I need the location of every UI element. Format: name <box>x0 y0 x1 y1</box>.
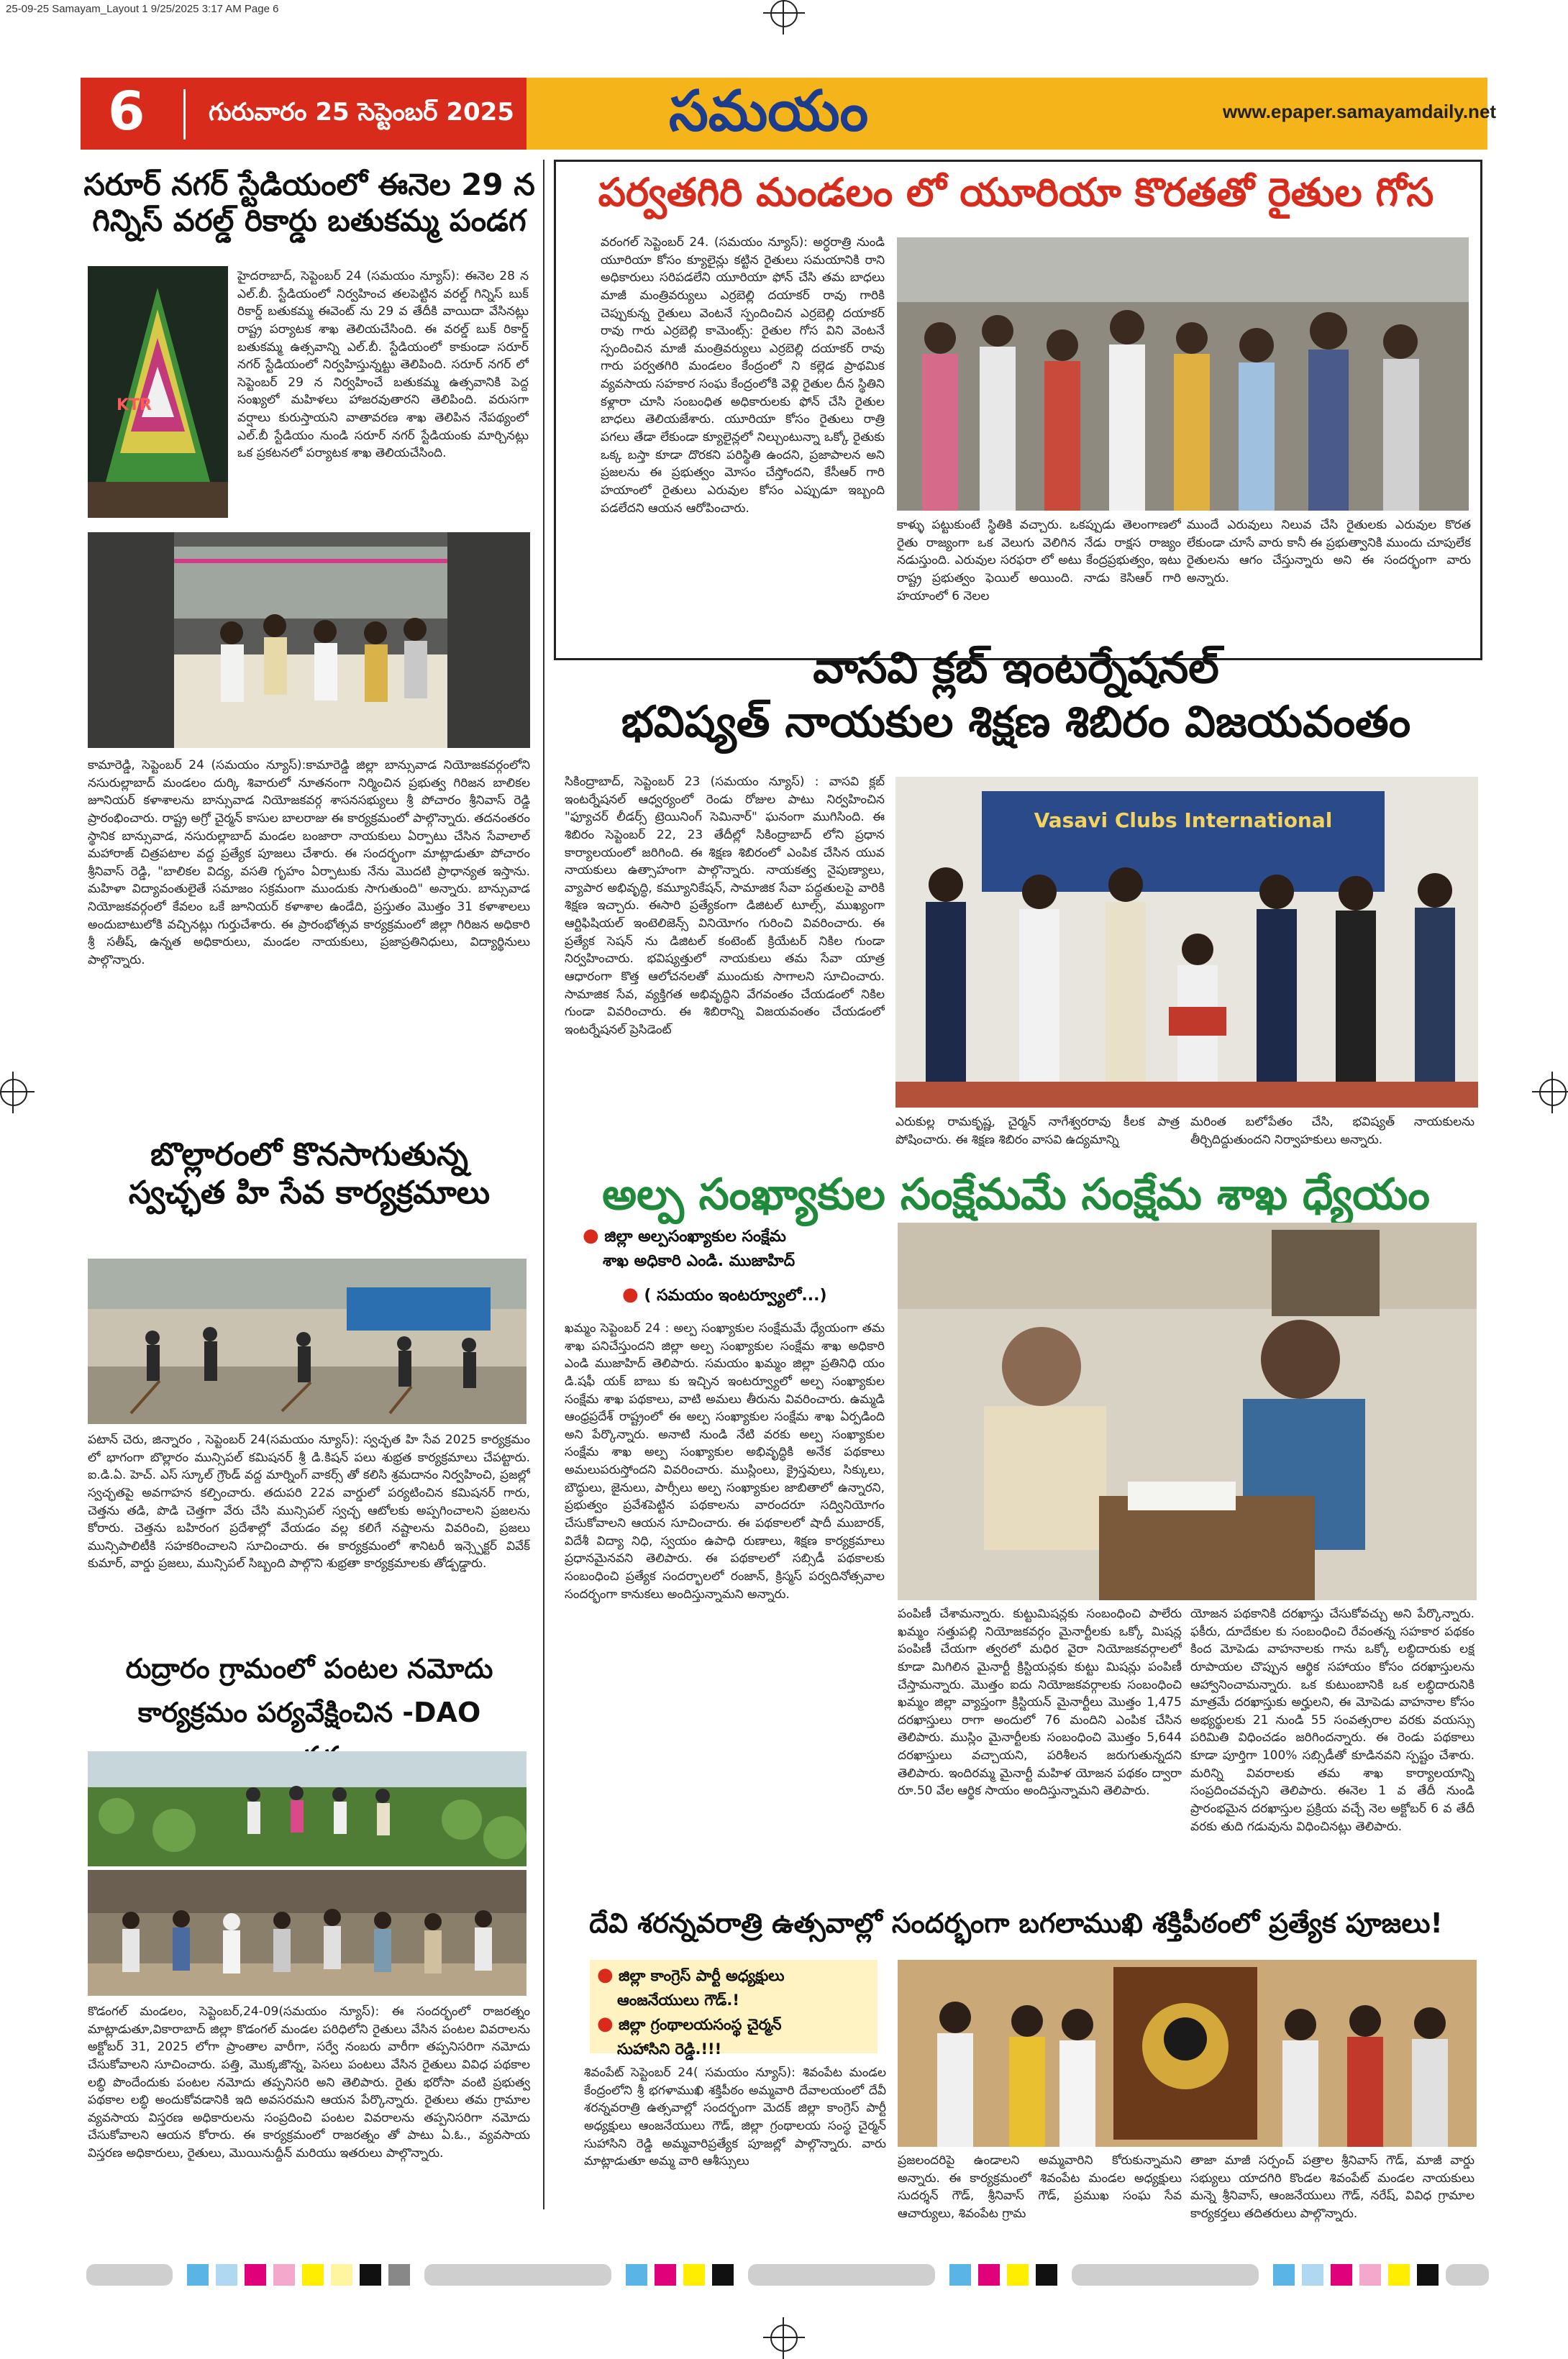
parvathagiri-body-2: కాళ్ళు పట్టుకుంటే స్థితికి వచ్చారు. ఒకప్పుడు తెలంగాణలో రైతు రాజ్యంగా ఒక వెలుగు వెలిగిన నేడు రాక్షస రాజ్యం నడుస్తుంది. ఎరువుల సరఫరా లో అటు కేంద్రప్రభుత్వం, ఇటు రాష్ట్ర ప్రభుత్వం ఫెయిల్ అయింది. నాడు కెసిఆర్ గారి హయాంలో 6 నెలల <box>897 518 1181 603</box>
bathukamma-headline-line2: గిన్నిస్ వరల్డ్ రికార్డు బతుకమ్మ పండగ <box>92 203 527 239</box>
registration-mark-bottom <box>770 2324 798 2352</box>
devi-body-2: ప్రజలందరిపై ఉండాలని అమ్మవారిని కోరుకున్నామని అన్నారు. ఈ కార్యక్రమంలో శివంపేట మండల అధ్యక్షులు సుదర్శన్ గౌడ్, శ్రీనివాస్ గౌడ్, ప్రముఖ సంఘ సేవ ఆచార్యులు, శివంపేట గ్రామ <box>898 2153 1182 2221</box>
bullet-dot: ● <box>597 2013 614 2035</box>
column-divider <box>543 160 544 2209</box>
vasavi-banner-text: Vasavi Clubs International <box>1034 808 1333 832</box>
registration-mark-right <box>1539 1079 1567 1106</box>
devi-bullet-2 <box>597 2011 885 2060</box>
vasavi-seminar-photo <box>895 777 1478 1108</box>
rudraram-body: కొడంగల్ మండలం, సెప్టెంబర్,24-09(సమయం న్యూస్): ఈ సందర్భంలో రాజరత్నం మాట్లాడుతూ,వికారాబాద్ జిల్లా కొడంగల్ మండల పరిధిలోని రైతులు వేసిన పంటల వివరాలను అక్టోబర్ 31, 2025 లోగా ప్రాంతాల వారీగా, సర్వే నంబరు వారీగా తప్పనిసరిగా నమోదు చేసుకోవాలని సూచించారు. పత్తి, మొక్కజొన్న, పెసలు పంటలు వేసిన రైతులు వివిధ పథకాల లబ్ధి పొందేందుకు పంటల నమోదు తప్పనిసరి అని తెలిపారు. రైతు భరోసా వంటి ప్రభుత్వ పథకాల లబ్ధి అందుకోవడానికి ఇది అవసరమని ఆయన పేర్కొన్నారు. రైతులు తమ గ్రామాల వ్యవసాయ విస్తరణ అధికారులను సంప్రదించి పంటల వివరాలను తప్పనిసరిగా నమోదు చేసుకోవాలని ఆయన కోరారు. ఈ కార్యక్రమంలో రాజరత్నం తో పాటు ఏ.ఓ., వ్యవసాయ విస్తరణ అధికారులు, రైతులు, మొయినుద్దీన్ మరియు ఇతరులు పాల్గొన్నారు. <box>88 2004 530 2161</box>
epaper-url[interactable]: www.epaper.samayamdaily.net <box>1223 101 1497 122</box>
masthead-divider <box>183 89 186 140</box>
minority-bullet-2 <box>622 1282 895 1309</box>
devi-bullet-1 <box>597 1962 885 2011</box>
devi-body-1: శివంపేట్ సెప్టెంబర్ 24( సమయం న్యూస్): శివంపేట మండల కేంద్రంలోని శ్రీ భగళాముఖి శక్తిపీఠం అమ్మవారి దేవాలయంలో దేవీ శరన్నవరాత్రి ఉత్సవాల్లో సందర్భంగా మెదక్ జిల్లా కాంగ్రెస్ పార్టీ అధ్యక్షులు ఆంజనేయులు గౌడ్, జిల్లా గ్రంథాలయ సంస్థ చైర్మన్ సుహాసిని రెడ్డి అమ్మవారిప్రత్యేక పూజల్లో పాల్గొన్నారు. వారు మాట్లాడుతూ అమ్మ వారి ఆశీస్సులు <box>584 2066 886 2169</box>
bathukamma-headline-line1: సరూర్ నగర్ స్టేడియంలో ఈనెల 29 న <box>83 167 535 202</box>
rudraram-headline-line1: రుద్రారం గ్రామంలో పంటల నమోదు <box>125 1653 493 1684</box>
minority-bullet-1-line2: శాఖ అధికారి ఎండి. ముజాహిద్ <box>603 1251 796 1270</box>
vasavi-headline-line1: వాసవి క్లబ్ ఇంటర్నేషనల్ <box>813 643 1219 693</box>
minority-interview-tag: ( సమయం ఇంటర్వ్యూలో...) <box>644 1287 827 1305</box>
parvathagiri-body-1: వరంగల్ సెప్టెంబర్ 24. (సమయం న్యూస్): అర్ధరాత్రి నుండి యూరియా కోసం క్యూలైన్లు కట్టిన రైతులు సమయానికి రాని అధికారులు సరిపడలేని యూరియా ఫోన్ చేసి తమ బాధలు మాజీ మంత్రివర్యులు ఎర్రబెల్లి దయాకర్ రావు గారికి చెప్పుకున్న రైతులు వెంటనే స్పందించిన ఎర్రబెల్లి దయాకర్ రావు గారు ఎర్రబెల్లి కామెంట్స్: రైతుల గోస విని వెంటనే స్పందించిన మాజీ మంత్రివర్యులు ఎర్రబెల్లి దయాకర్ రావు గారు పర్వతగిరి మండలం కేంద్రంలో ని కల్లెడ ప్రాథమిక వ్యవసాయ సహకార సంఘ కేంద్రంలోకి వెళ్లి రైతుల దీన స్థితిని కళ్లారా చూసి సంబంధిత అధికారులకు ఫోన్ చేసి రైతుల బాధలు తెలియజేశారు. యూరియా కోసం రైతులు రాత్రి పగలు తేడా లేకుండా క్యూలైన్లలో నిల్చుంటున్నా ఒక్కో రైతుకు ఒక్క బస్తా కూడా దొరకని పరిస్థితి ఉందని, ప్రజాపాలన అని ప్రజలను ఈ ప్రభుత్వం మోసం చేస్తోందని, కేసీఆర్ గారి హయాంలో రైతులు ఎరువుల కోసం ఎప్పుడూ ఇబ్బంది పడలేదని ఆయన ఆరోపించారు. <box>601 235 885 516</box>
bullet-dot: ● <box>622 1284 639 1305</box>
minority-body-3: యోజన పథకానికి దరఖాస్తు చేసుకోవచ్చు అని పేర్కొన్నారు. ఫకీరు, దూదేకుల కు సంబంధించి రేవంతన్న సహకార పథకం కింద మోపెడు వాహనాలకు గాను ఒక్కో లబ్ధిదారుకు లక్ష రూపాయల చొప్పున ఆర్థిక సహాయం కోసం దరఖాస్తులను ఆహ్వానించామన్నారు. ఒక కుటుంబానికి ఒక లబ్ధిదారునికి మాత్రమే దరఖాస్తుకు అర్హులని, ఈ మోపెడు వాహనాల కోసం అభ్యర్థులకు 21 నుండి 55 సంవత్సరాల వరకు వయస్సు పరిమితి విధించడం జరిగిందన్నారు. ఈ రెండు పథకాలు కూడా పూర్తిగా 100% సబ్సిడీతో కూడినవని స్పష్టం చేశారు. మరిన్ని వివరాలకు తమ శాఖ కార్యాలయాన్ని సంప్రదించవచ్చని తెలిపారు. ఈనెల 1 వ తేదీ నుండి ప్రారంభమైన దరఖాస్తుల ప్రక్రియ వచ్చే నెల అక్టోబర్ 6 వ తేదీ వరకు తుది గడువును విధించినట్లు తెలిపారు. <box>1190 1607 1474 1834</box>
cleanliness-drive-photo <box>88 1259 527 1424</box>
urea-protest-photo <box>897 237 1469 511</box>
crop-field-photo <box>88 1751 527 1866</box>
minority-officer-interview-photo <box>898 1223 1477 1600</box>
bathukamma-headline <box>83 167 536 239</box>
bathukamma-body: హైదరాబాద్, సెప్టెంబర్ 24 (సమయం న్యూస్): ఈనెల 28 న ఎల్.బీ. స్టేడియంలో నిర్వహించ తలపెట్టిన వరల్డ్ గిన్నిస్ బుక్ రికార్డ్ బతుకమ్మ ఈవెంట్ ను 29 వ తేదీకి వాయిదా వేసినట్లు రాష్ట్ర పర్యాటక శాఖ తెలియచేసింది. ఈ వరల్డ్ బుక్ రికార్డ్ బతుకమ్మ ఉత్సవాన్ని ఎల్.బీ. స్టేడియంలో కాకుండా సరూర్ నగర్ స్టేడియంలో నిర్వహిస్తున్నట్టు తెలిపింది. సరూర్ నగర్ లో సెప్టెంబర్ 29 న నిర్వహించే బతుకమ్మ ఉత్సవానికి పెద్ద సంఖ్యలో మహిళలు హాజరవుతారని తెలిపింది. వరుసగా వర్షాలు కురుస్తాయని వాతావరణ శాఖ తెలిపిన నేపథ్యంలో ఎల్.బీ స్టేడియం నుండి సరూర్ నగర్ స్టేడియంకు మార్చినట్లు ఒక ప్రకటనలో పర్యాటక శాఖ తెలియచేసింది. <box>237 269 529 461</box>
minority-body-1: ఖమ్మం సెప్టెంబర్ 24 : అల్ప సంఖ్యాకుల సంక్షేమమే ధ్యేయంగా తమ శాఖ పనిచేస్తుందని జిల్లా అల్ప సంఖ్యాకుల సంక్షేమ శాఖ అధికారి ఎండి ముజాహిద్ తెలిపారు. సమయం ఖమ్మం జిల్లా ప్రతినిధి యం డి.షఫీ యక్ బాబు కు ఇచ్చిన ఇంటర్వ్యూలో అల్ప సంఖ్యాకుల సంక్షేమ శాఖ పథకాలు, వాటి అమలు తీరును వివరించారు. ఉమ్మడి ఆంధ్రప్రదేశ్ రాష్ట్రంలో ఈ అల్ప సంఖ్యాకుల సంక్షేమ శాఖ ఏర్పడింది అని పేర్కొన్నారు. అనాటి నుండి నేటి వరకు అల్ప సంఖ్యాకుల సంక్షేమ శాఖ అల్ప సంఖ్యాకుల అభివృద్ధికి అనేక పథకాలు అమలుపరుస్తోందని వివరించారు. ముస్లింలు, క్రైస్తవులు, సిక్కులు, బౌద్ధులు, జైనులు, పార్సీలు అల్ప సంఖ్యాకుల జాబితాలో ఉన్నారని, ప్రభుత్వం ప్రవేశపెట్టిన పథకాలను వారందరూ సద్వినియోగం చేసుకోవాలని ఆయన సూచించారు. ఈ పథకాలలో షాదీ ముబారక్, విదేశీ విద్యా నిధి, స్వయం ఉపాధి రుణాలు, శిక్షణ కార్యక్రమాలు ప్రధానమైనవని తెలిపారు. ఈ పథకాలలో సబ్సిడీ పథకాలకు సంబంధించి ప్రత్యేక సందర్భాలలో రంజాన్, క్రిస్మస్ పర్వదినోత్సవాల సందర్భంగా కానుకలు అందిస్తున్నామని అన్నారు. <box>565 1321 885 1602</box>
devi-body-3: తాజా మాజీ సర్పంచ్ పత్రాల శ్రీనివాస్ గౌడ్, మాజీ వార్డు సభ్యులు యాదగిరి కొండల శివంపేట్ మండల నాయకులు మన్నె శ్రీనివాస్, ఆంజనేయులు గౌడ్, నరేష్, వివిధ గ్రామాల కార్యకర్తలు తదితరులు పాల్గొన్నారు. <box>1190 2153 1474 2221</box>
devi-bullet-1-line2: ఆంజనేయులు గౌడ్.! <box>617 1991 739 2009</box>
bollaram-headline-line2: స్వచ్ఛత హి సేవ కార్యక్రమాలు <box>128 1174 491 1211</box>
bullet-dot: ● <box>583 1225 599 1246</box>
minority-bullet-1 <box>583 1223 899 1273</box>
minority-headline: అల్ప సంఖ్యాకుల సంక్షేమమే సంక్షేమ శాఖ ధ్యేయం <box>602 1169 1430 1220</box>
devi-bullet-2-line2: సుహాసిని రెడ్డి.!!! <box>617 2040 722 2058</box>
minority-body-2: పంపిణీ చేశామన్నారు. కుట్టుమిషన్లకు సంబంధించి పాలేరు ఖమ్మం సత్తుపల్లి నియోజకవర్గం మైనార్టీలకు ఒక్కో మిషన్ల పంపిణీ చేయగా త్వరలో మధిర వైరా నియోజకవర్గాలలో కూడా మిగిలిన మైనార్టీ క్రిస్టియన్లకు కుట్టు మిషన్లు పంపిణీ చేస్తామన్నారు. మొత్తం ఐదు నియోజకవర్గాలకు సంబంధించి ఖమ్మం జిల్లా వ్యాప్తంగా క్రిస్టియన్ మైనార్టీలు మొత్తం 1,475 దరఖాస్తులు రాగా అందులో 76 మందిని ఎంపిక చేసిన తెలిపారు. ముస్లిం మైనార్టీలకు సంబంధించి మొత్తం 5,644 దరఖాస్తులు వచ్చాయని, పరిశీలన జరుగుతున్నదని తెలిపారు. ఇందిరమ్మ మైనార్టీ మహిళ యోజన పథకం ద్వారా రూ.50 వేల ఆర్థిక సాయం అందిస్తున్నామని తెలిపారు. <box>898 1607 1182 1799</box>
vasavi-body-3: మరింత బలోపేతం చేసి, భవిష్యత్ నాయకులను తీర్చిదిద్దుతుందని నిర్వాహకులు అన్నారు. <box>1190 1115 1474 1147</box>
college-inauguration-photo <box>88 532 530 748</box>
minority-bullet-1-line1: జిల్లా అల్పసంఖ్యాకుల సంక్షేమ <box>604 1228 786 1246</box>
registration-mark-left <box>0 1079 27 1106</box>
devi-headline: దేవి శరన్నవరాత్రి ఉత్సవాల్లో సందర్భంగా బగలాముఖి శక్తిపీఠంలో ప్రత్యేక పూజలు! <box>589 1907 1443 1939</box>
kamareddy-body: కామారెడ్డి, సెప్టెంబర్ 24 (సమయం న్యూస్):కామారెడ్డి జిల్లా బాన్సువాడ నియోజకవర్గంలోని నసురుల్లాబాద్ మండలం దుర్కి శివారులో నూతనంగా నిర్మించిన ప్రభుత్వ గిరిజన బాలికల జూనియర్ కళాశాలను బాన్సువాడ నియోజకవర్గ శాసనసభ్యులు శ్రీ పోచారం శ్రీనివాస్ రెడ్డి ప్రారంభించారు. రాష్ట్ర అగ్రో చైర్మన్ కాసుల బాలరాజు ఈ కార్యక్రమంలో పాల్గొన్నారు. తదనంతరం స్థానిక బాన్సువాడ, నసురుల్లాబాద్ మండల బంజారా నాయకులు ఏర్పాటు చేసిన సేవాలాల్ మహారాజ్ చిత్రపటాల వద్ద ప్రత్యేక పూజలు చేశారు. ఈ సందర్భంగా మాట్లాడుతూ పోచారం శ్రీనివాస్ రెడ్డి, "బాలికల విద్య, వసతి గృహం ఏర్పాటుకు నేను మొదటి ప్రాధాన్యత ఇస్తాను. మహిళా విద్యావంతులైతే సమాజం సక్రమంగా ముందుకు సాగుతుంది" అన్నారు. బాన్సువాడ నియోజకవర్గంలో కేవలం ఒకే జూనియర్ కళాశాల ఉండేది, ప్రస్తుతం మొత్తం 31 కళాశాలలు అందుబాటులోకి వచ్చినట్లు గుర్తుచేశారు. ఈ ప్రారంభోత్సవ కార్యక్రమంలో జిల్లా గిరిజన అధికారి శ్రీ సతీష్, ఉన్నత అధికారులు, మండల నాయకులు, ప్రజాప్రతినిధులు, విద్యార్థినులు పాల్గొన్నారు. <box>88 758 530 968</box>
page-number: 6 <box>108 81 145 142</box>
temple-pooja-photo <box>898 1960 1477 2147</box>
vasavi-body: సికింద్రాబాద్, సెప్టెంబర్ 23 (సమయం న్యూస్) : వాసవి క్లబ్ ఇంటర్నేషనల్ ఆధ్వర్యంలో రెండు రోజుల పాటు నిర్వహించిన "ఫ్యూచర్ లీడర్స్ ట్రెయినింగ్ సెమినార్" ఘనంగా ముగిసింది. ఈ శిబిరం సెప్టెంబర్ 22, 23 తేదీల్లో సికింద్రాబాద్ లోని ప్రధాన కార్యాలయంలో జరిగింది. ఈ శిక్షణ శిబిరంలో ఎంపిక చేసిన యువ నాయకులు ఉత్సాహంగా పాల్గొన్నారు. నాయకత్వ నైపుణ్యాలు, వ్యాపార అభివృద్ధి, కమ్యూనికేషన్, సామాజిక సేవా పద్ధతులపై వారికి శిక్షణ ఇచ్చారు. ఈసారి ప్రత్యేకంగా డిజిటల్ టూల్స్, ముఖ్యంగా ఆర్టిఫిషియల్ ఇంటెలిజెన్స్ వినియోగం గురించి వివరించారు. ఈ ప్రత్యేక సెషన్ ను డిజిటల్ కంటెంట్ క్రియేటర్ నికిల గుండా నిర్వహించారు. భవిష్యత్తులో నాయకులు తమ సేవా యాత్ర ఆధారంగా కొత్త ఆలోచనలతో ముందుకు సాగాలని సూచించారు. సామాజిక సేవ, వ్యక్తిగత అభివృద్ధిని వేగవంతం చేయడంలో నికిల గుండా వివరించారు. ఈ శిబిరాన్ని విజయవంతం చేయడంలో ఇంటర్నేషనల్ ప్రెసిడెంట్ <box>565 775 885 1037</box>
bollaram-body: పటాన్ చెరు, జిన్నారం , సెప్టెంబర్ 24(సమయం న్యూస్): స్వచ్ఛత హి సేవ 2025 కార్యక్రమం లో భాగంగా బొల్లారం మున్సిపల్ కమిషనర్ శ్రీ డి.కిషన్ పలు శుభ్రత కార్యక్రమాలు చేపట్టారు. ఐ.డి.ఏ. హెచ్. ఎస్ స్కూల్ గ్రౌండ్ వద్ద మార్నింగ్ వాకర్స్ తో కలిసి శ్రమదానం నిర్వహించి, ప్రజల్లో స్వచ్ఛతపై అవగాహన కల్పించారు. తదుపరి 22వ వార్డులో పర్యటించిన కమిషనర్ గారు, చెత్తను తడి, పొడి చెత్తగా వేరు చేసి మున్సిపల్ స్వచ్ఛ ఆటోలకు అప్పగించాలని ప్రజలను కోరారు. చెత్తను బహిరంగ ప్రదేశాల్లో వేయడం వల్ల కలిగే నష్టాలను వివరించి, ప్రజలు మున్సిపాలిటీకి సహకరించాలని సూచించారు. ఈ కార్యక్రమంలో శానిటరీ ఇన్స్పెక్టర్ వివేక్ కుమార్, వార్డు ప్రజలు, మున్సిపల్ సిబ్బంది పాల్గొని శుభ్రతా కార్యక్రమాలకు తోడ్పడ్డారు. <box>88 1433 530 1571</box>
vasavi-body-2: ఎరుకుల్ల రామకృష్ణ, చైర్మన్ నాగేశ్వరరావు కీలక పాత్ర పోషించారు. ఈ శిక్షణ శిబిరం వాసవి ఉద్యమాన్ని <box>895 1115 1180 1147</box>
devi-bullet-1-line1: జిల్లా కాంగ్రెస్ పార్టీ అధ్యక్షులు <box>619 1967 785 1984</box>
print-color-bar <box>86 2264 1489 2286</box>
vasavi-headline-line2: భవిష్యత్ నాయకుల శిక్షణ శిబిరం విజయవంతం <box>621 697 1411 747</box>
rudraram-headline-line2: కార్యక్రమం పర్యవేక్షించిన -DAO <box>137 1696 481 1728</box>
bathukamma-photo-text: KTR <box>117 396 152 414</box>
newspaper-title: సమయం <box>669 79 869 144</box>
bollaram-headline <box>83 1136 536 1213</box>
registration-mark-top <box>770 0 798 27</box>
bathukamma-photo <box>88 266 228 518</box>
parvathagiri-body-3: ముందే ఎరువులు నిలువ చేసి రైతులకు ఎరువుల కొరత లేకుండా చూసే వారు కానీ ఈ ప్రభుత్వానికి ముందు చూపులేక రైతులను ఆగం చేస్తున్నారు అని ఈ సందర్భంగా వారు అన్నారు. <box>1187 518 1471 585</box>
vasavi-headline <box>554 642 1478 749</box>
parvathagiri-headline: పర్వతగిరి మండలం లో యూరియా కొరతతో రైతుల గోస <box>598 170 1434 215</box>
bollaram-headline-line1: బొల్లారంలో కొనసాగుతున్న <box>150 1136 468 1173</box>
devi-bullet-2-line1: జిల్లా గ్రంథాలయసంస్థ చైర్మన్ <box>619 2016 782 2033</box>
farmers-group-photo <box>88 1870 527 1996</box>
print-slug: 25-09-25 Samayam_Layout 1 9/25/2025 3:17 AM Page 6 <box>6 3 279 15</box>
bullet-dot: ● <box>597 1964 614 1986</box>
masthead-date: గురువారం 25 సెప్టెంబర్ 2025 <box>209 98 514 127</box>
